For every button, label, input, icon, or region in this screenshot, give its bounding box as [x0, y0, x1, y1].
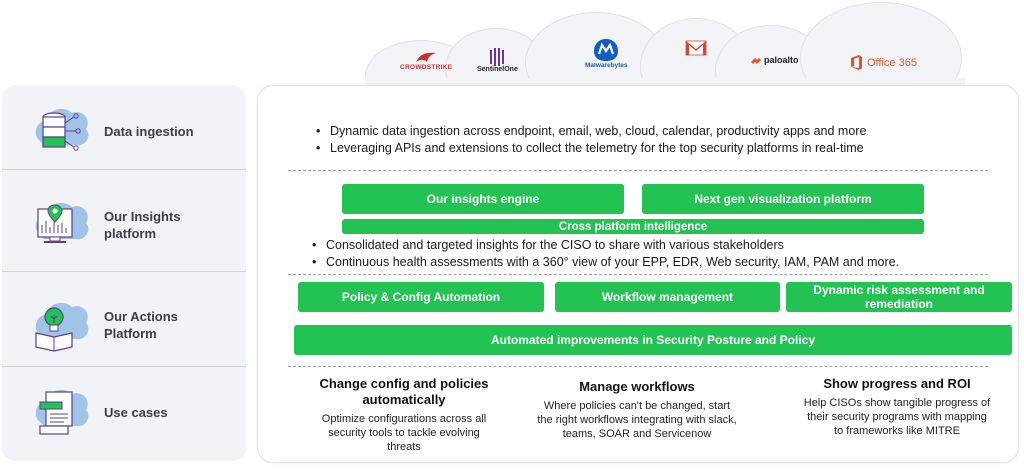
- sentinelone-icon: [488, 48, 506, 66]
- data-ingestion-bullets: [316, 123, 866, 157]
- sidebar-divider: [2, 366, 246, 367]
- gmail-logo: [685, 40, 707, 56]
- automated-improvements-box: Automated improvements in Security Posture and Policy: [294, 325, 1012, 355]
- visualization-platform-box: Next gen visualization platform: [642, 184, 924, 214]
- malwarebytes-logo: [585, 38, 628, 69]
- sidebar-item-actions-platform: [2, 285, 246, 365]
- sentinelone-label: SentinelOne: [477, 66, 518, 73]
- document-list-icon: [32, 382, 92, 442]
- office365-label: Office 365: [867, 56, 917, 69]
- sidebar-item-insights-platform: [2, 185, 246, 265]
- workflow-management-box: Workflow management: [555, 282, 780, 312]
- use-case-description: Optimize configurations across all security tools to tackle evolving threats: [321, 413, 487, 453]
- sidebar-label: Our Actions Platform: [104, 309, 178, 341]
- sidebar-item-use-cases: [2, 377, 246, 447]
- sidebar-divider: [2, 169, 246, 170]
- malwarebytes-icon: [593, 38, 619, 62]
- sentinelone-logo: [477, 48, 518, 73]
- use-case-title: Manage workflows: [579, 379, 695, 394]
- bullet-item: • Consolidated and targeted insights for the CISO to share with various stakeholders: [312, 237, 899, 254]
- lightbulb-book-icon: [32, 295, 92, 355]
- section-divider: [288, 366, 988, 367]
- gmail-icon: [685, 40, 707, 56]
- partner-logo-cloud: [355, 0, 975, 92]
- monitor-location-icon: [32, 195, 92, 255]
- platform-main-panel: [257, 85, 1019, 463]
- use-case-change-config: [310, 376, 498, 454]
- use-case-description: Where policies can't be changed, start the right workflows integrating with slack, teams, SOAR and Servicenow: [537, 400, 737, 440]
- office365-logo: [850, 55, 917, 70]
- use-case-title: Show progress and ROI: [823, 376, 971, 391]
- bullet-item: • Dynamic data ingestion across endpoint, email, web, cloud, calendar, productivity apps and more: [316, 123, 866, 140]
- paloalto-logo: [750, 55, 799, 65]
- cross-platform-intelligence-box: Cross platform intelligence: [342, 219, 924, 234]
- paloalto-icon: [750, 55, 762, 65]
- dynamic-risk-assessment-box: Dynamic risk assessment and remediation: [786, 282, 1012, 312]
- use-case-title: Change config and policies automatically: [319, 376, 489, 407]
- sidebar-label: Use cases: [104, 404, 168, 420]
- malwarebytes-label: Malwarebytes: [585, 62, 628, 69]
- paloalto-label: paloalto: [764, 55, 799, 65]
- use-case-show-progress: [803, 376, 991, 438]
- platform-sidebar: [2, 85, 246, 461]
- sidebar-label: Our Insights platform: [104, 209, 181, 241]
- sidebar-label: Data ingestion: [104, 123, 194, 139]
- sidebar-item-data-ingestion: [2, 97, 246, 165]
- bullet-item: • Leveraging APIs and extensions to collect the telemetry for the top security platforms in real-time: [316, 140, 866, 157]
- database-icon: [32, 101, 92, 161]
- sidebar-divider: [2, 271, 246, 272]
- crowdstrike-label: CROWDSTRIKE: [400, 64, 453, 71]
- office365-icon: [850, 55, 863, 70]
- insights-bullets: [312, 237, 899, 271]
- crowdstrike-falcon-icon: [414, 50, 438, 64]
- section-divider: [288, 170, 988, 171]
- insights-engine-box: Our insights engine: [342, 184, 624, 214]
- use-case-manage-workflows: [537, 379, 737, 441]
- policy-config-automation-box: Policy & Config Automation: [298, 282, 544, 312]
- use-case-description: Help CISOs show tangible progress of their security programs with mapping to frameworks like MITRE: [803, 397, 991, 437]
- crowdstrike-logo: [400, 50, 452, 71]
- section-divider: [288, 274, 988, 275]
- bullet-item: • Continuous health assessments with a 360° view of your EPP, EDR, Web security, IAM, PAM and more.: [312, 254, 899, 271]
